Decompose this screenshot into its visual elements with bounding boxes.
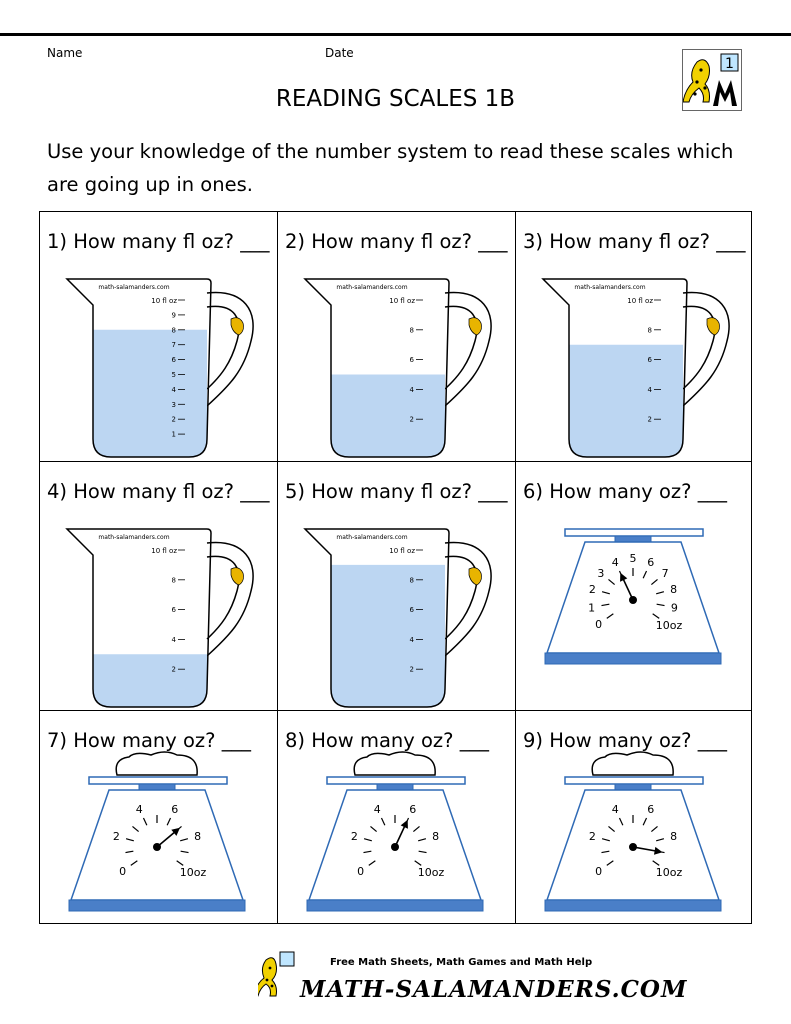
scale-base	[69, 900, 245, 911]
liquid-fill	[93, 330, 207, 457]
salamander-icon	[258, 958, 277, 996]
jug-tick-label: 1	[171, 430, 176, 439]
question-label: 6) How many oz? ___	[523, 480, 727, 503]
dial-pivot	[391, 843, 399, 851]
jug-tick-label: 8	[409, 326, 414, 335]
jug-tick-label: 6	[171, 356, 176, 365]
dial-pivot	[629, 843, 637, 851]
jug-tick-label: 4	[409, 635, 414, 644]
dial-pivot	[153, 843, 161, 851]
question-label: 2) How many fl oz? ___	[285, 230, 508, 253]
dial-number: 8	[432, 830, 440, 844]
jug-tick-label: 2	[171, 415, 176, 424]
jug-max-label: 10 fl oz	[151, 547, 177, 555]
question-label: 8) How many oz? ___	[285, 729, 489, 752]
jug-tick-label: 6	[409, 606, 414, 615]
jug-tick-label: 3	[171, 400, 176, 409]
dial-number: 5	[629, 552, 637, 565]
jug-max-label: 10 fl oz	[151, 297, 177, 305]
date-label: Date	[325, 46, 354, 60]
question-label: 4) How many fl oz? ___	[47, 480, 270, 503]
liquid-fill	[331, 565, 445, 707]
dial-unit-label: 10oz	[417, 866, 445, 880]
scale-platform	[565, 777, 703, 784]
dial-number: 2	[588, 830, 596, 844]
weight-object	[354, 752, 435, 775]
scale-base	[545, 900, 721, 911]
question-label: 3) How many fl oz? ___	[523, 230, 746, 253]
measuring-jug	[305, 279, 491, 457]
salamander-icon	[469, 318, 482, 335]
dial-number: 3	[597, 567, 605, 581]
jug-tick-label: 4	[409, 385, 414, 394]
jug-tick-label: 8	[171, 576, 176, 585]
dial-number: 7	[661, 567, 669, 581]
dial-number: 2	[588, 583, 596, 597]
dial-number: 2	[112, 830, 120, 844]
jug-tick-label: 7	[171, 341, 176, 350]
jug-tick-label: 2	[171, 665, 176, 674]
page-title: READING SCALES 1B	[275, 86, 516, 112]
question-cell	[515, 461, 752, 710]
jug-watermark: math-salamanders.com	[574, 284, 646, 291]
scale-platform	[327, 777, 465, 784]
weighing-scale	[545, 752, 721, 911]
weighing-scale	[307, 752, 483, 911]
scale-base	[545, 653, 721, 664]
jug-tick-label: 8	[647, 326, 652, 335]
jug-watermark: math-salamanders.com	[336, 284, 408, 291]
question-cell	[39, 211, 276, 460]
jug-tick-label: 4	[647, 385, 652, 394]
dial-number: 6	[647, 802, 655, 816]
question-cell	[515, 710, 752, 959]
grade-badge: 1	[725, 56, 734, 72]
jug-tick-label: 4	[171, 635, 176, 644]
footer-logo	[258, 950, 298, 1004]
jug-tick-label: 5	[171, 371, 176, 379]
jug-tick-label: 2	[409, 415, 414, 424]
question-cell	[39, 461, 276, 710]
dial-unit-label: 10oz	[179, 866, 207, 880]
measuring-jug	[67, 279, 253, 457]
dial-number: 0	[357, 865, 365, 879]
dial-number: 4	[135, 802, 143, 816]
jug-tick-label: 9	[171, 311, 176, 320]
dial-number: 2	[350, 830, 358, 844]
footer-brand: MATH-SALAMANDERS.COM	[300, 976, 688, 1003]
dial-number: 6	[409, 802, 417, 816]
dial-number: 4	[611, 802, 619, 816]
dial-number: 0	[595, 865, 603, 879]
question-cell	[515, 211, 752, 460]
dial-number: 4	[373, 802, 381, 816]
question-cell	[277, 461, 514, 710]
jug-tick-label: 2	[647, 415, 652, 424]
measuring-jug	[67, 529, 253, 707]
dial-number: 8	[670, 583, 678, 597]
jug-tick-label: 6	[647, 356, 652, 365]
scale-platform	[565, 529, 703, 536]
question-label: 1) How many fl oz? ___	[47, 230, 270, 253]
salamander-icon	[469, 568, 482, 585]
question-label: 7) How many oz? ___	[47, 729, 251, 752]
question-cell	[39, 710, 276, 959]
dial-unit-label: 10oz	[655, 619, 683, 633]
question-cell	[277, 211, 514, 460]
measuring-jug	[305, 529, 491, 707]
dial-pivot	[629, 596, 637, 604]
question-label: 9) How many oz? ___	[523, 729, 727, 752]
jug-tick-label: 8	[171, 326, 176, 335]
dial-unit-label: 10oz	[655, 866, 683, 880]
salamander-icon	[707, 318, 720, 335]
jug-tick-label: 6	[171, 606, 176, 615]
question-label: 5) How many fl oz? ___	[285, 480, 508, 503]
weighing-scale	[545, 529, 721, 664]
scale-base	[307, 900, 483, 911]
dial-number: 4	[611, 555, 619, 569]
jug-max-label: 10 fl oz	[389, 297, 415, 305]
question-cell	[277, 710, 514, 959]
footer-tagline: Free Math Sheets, Math Games and Math Help	[330, 957, 593, 968]
jug-tick-label: 2	[409, 665, 414, 674]
jug-tick-label: 4	[171, 385, 176, 394]
dial-number: 0	[119, 865, 127, 879]
dial-number: 1	[588, 601, 596, 615]
dial-number: 6	[171, 802, 179, 816]
weight-object	[116, 752, 197, 775]
jug-max-label: 10 fl oz	[627, 297, 653, 305]
dial-number: 8	[194, 830, 202, 844]
instructions: Use your knowledge of the number system to read these scales which are going up in ones.	[47, 140, 734, 196]
jug-watermark: math-salamanders.com	[98, 284, 170, 291]
liquid-fill	[569, 345, 683, 457]
liquid-fill	[331, 375, 445, 458]
jug-watermark: math-salamanders.com	[98, 534, 170, 541]
jug-tick-label: 8	[409, 576, 414, 585]
weight-object	[592, 752, 673, 775]
jug-tick-label: 6	[409, 356, 414, 365]
salamander-icon	[231, 318, 244, 335]
dial-number: 8	[670, 830, 678, 844]
dial-number: 0	[595, 618, 603, 632]
dial-number: 9	[670, 601, 678, 615]
header-rule	[0, 33, 791, 36]
jug-max-label: 10 fl oz	[389, 547, 415, 555]
liquid-fill	[93, 654, 207, 707]
measuring-jug	[543, 279, 729, 457]
dial-number: 6	[647, 555, 655, 569]
jug-watermark: math-salamanders.com	[336, 534, 408, 541]
weighing-scale	[69, 752, 245, 911]
name-label: Name	[47, 46, 83, 60]
scale-platform	[89, 777, 227, 784]
salamander-icon	[231, 568, 244, 585]
